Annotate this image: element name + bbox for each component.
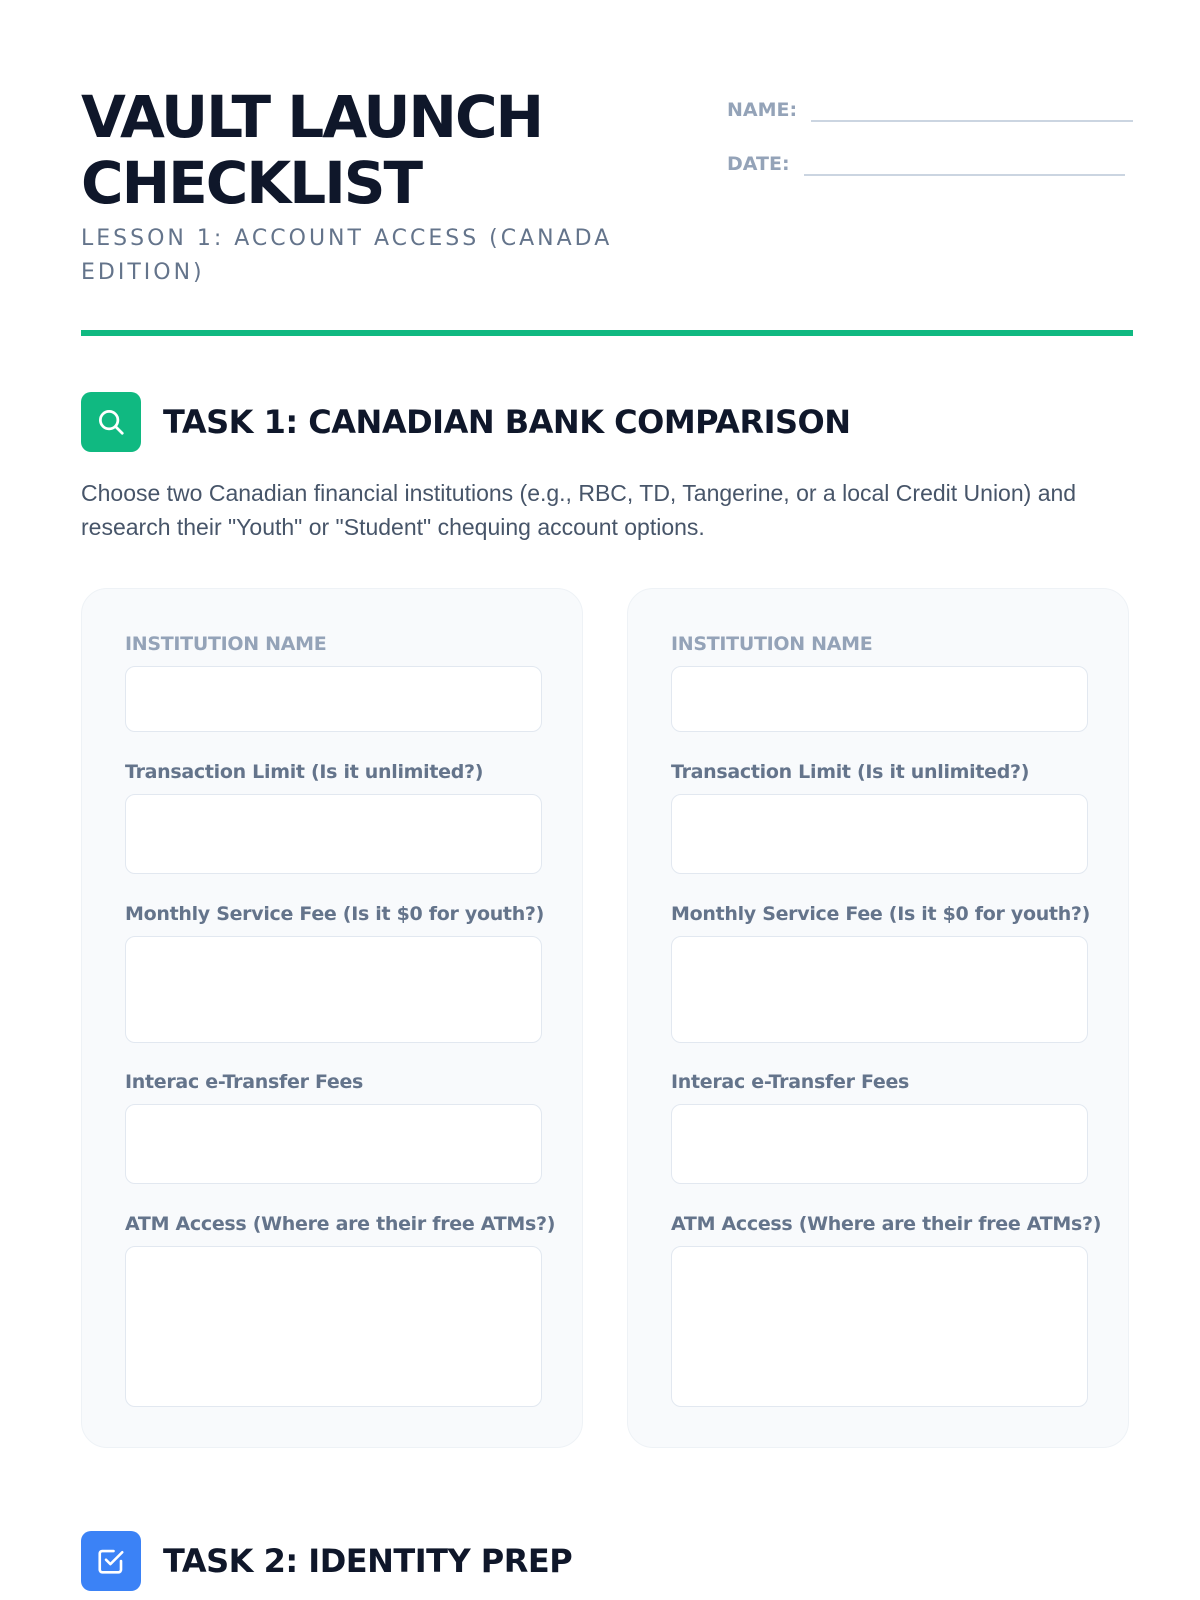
monthly-fee-label: Monthly Service Fee (Is it $0 for youth?) [125,903,545,925]
date-row [727,140,1133,176]
task1-heading [81,392,851,452]
header-divider [81,330,1133,336]
etransfer-fees-label: Interac e-Transfer Fees [125,1071,364,1093]
date-label: DATE: [727,153,790,175]
institution-name-field[interactable] [125,666,542,732]
name-label: NAME: [727,99,798,121]
task1-title: TASK 1: CANADIAN BANK COMPARISON [163,403,851,441]
worksheet-page [81,0,1133,1580]
bank-card-1 [81,588,583,1448]
atm-access-label: ATM Access (Where are their free ATMs?) [125,1213,556,1235]
etransfer-fees-field[interactable] [671,1104,1088,1184]
bank-card-2 [627,588,1129,1448]
monthly-fee-field[interactable] [671,936,1088,1043]
institution-name-label: INSTITUTION NAME [125,633,327,655]
checkbox-icon [81,1531,141,1591]
search-icon [81,392,141,452]
etransfer-fees-field[interactable] [125,1104,542,1184]
page-title: VAULT LAUNCH CHECKLIST [81,83,543,217]
monthly-fee-field[interactable] [125,936,542,1043]
worksheet-header [81,0,1133,336]
monthly-fee-label: Monthly Service Fee (Is it $0 for youth?) [671,903,1091,925]
institution-name-field[interactable] [671,666,1088,732]
atm-access-label: ATM Access (Where are their free ATMs?) [671,1213,1102,1235]
name-row [727,86,1133,122]
date-field[interactable] [804,152,1125,176]
atm-access-field[interactable] [125,1246,542,1407]
lesson-subtitle: LESSON 1: ACCOUNT ACCESS (CANADA EDITION) [81,226,613,285]
name-field[interactable] [811,98,1133,122]
etransfer-fees-label: Interac e-Transfer Fees [671,1071,910,1093]
institution-name-label: INSTITUTION NAME [671,633,873,655]
transaction-limit-field[interactable] [125,794,542,874]
task2-title: TASK 2: IDENTITY PREP [163,1542,573,1580]
transaction-limit-label: Transaction Limit (Is it unlimited?) [125,761,484,783]
student-info [727,86,1133,194]
task1-description: Choose two Canadian financial institutions (e.g., RBC, TD, Tangerine, or a local Credit Union) and research their "Youth" or "Student" chequing account options. [81,480,1077,540]
transaction-limit-label: Transaction Limit (Is it unlimited?) [671,761,1030,783]
task2-heading [81,1531,572,1591]
transaction-limit-field[interactable] [671,794,1088,874]
atm-access-field[interactable] [671,1246,1088,1407]
